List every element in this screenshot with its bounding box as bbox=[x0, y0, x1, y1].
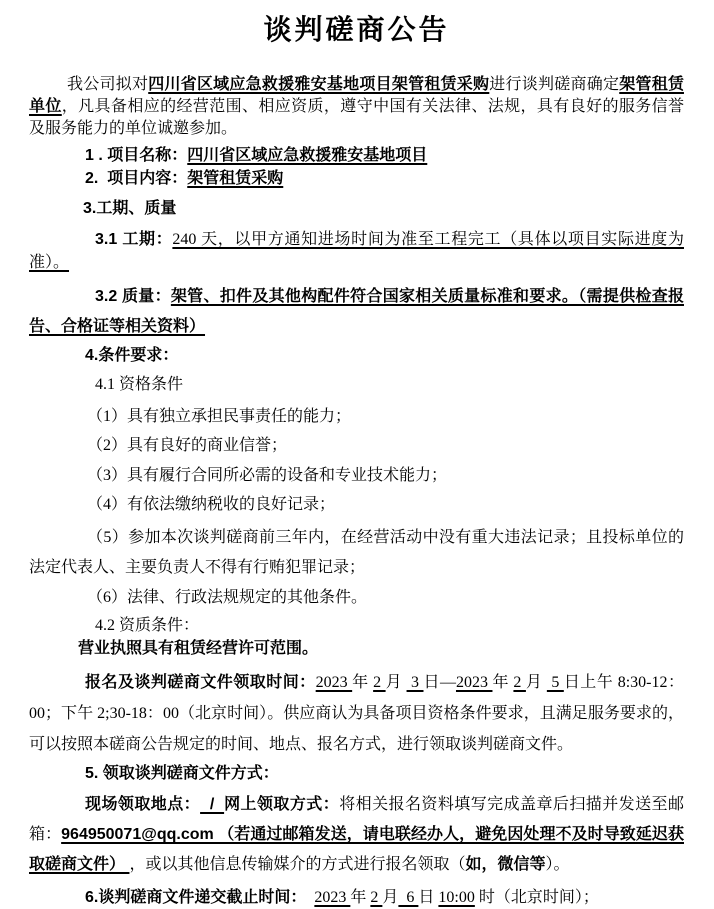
signup-start-year: 2023 bbox=[315, 674, 353, 691]
quality-line bbox=[29, 282, 684, 342]
section-4-heading bbox=[85, 344, 684, 367]
condition-item-2: （2）具有良好的商业信誉； bbox=[87, 437, 288, 454]
deadline-time: 10:00 bbox=[438, 889, 475, 906]
quality-label: 3.2 质量： bbox=[95, 288, 171, 305]
text-segment: 进行谈判磋商确定 bbox=[489, 76, 620, 93]
project-content-value: 架管租赁采购 bbox=[187, 170, 284, 187]
text-segment: 月 bbox=[525, 674, 547, 691]
wechat-note: 如，微信等 bbox=[465, 856, 546, 873]
deadline-line bbox=[85, 886, 684, 909]
signup-time-detail: 日上午 8:30-12：00；下午 2;30-18：00（北京时间）。供应商认为具备项目资格条件要求，且满足服务要求的，可以按照本磋商公告规定的时间、地点、报名方式，进行领取谈判磋商文件。 bbox=[29, 674, 684, 753]
text-segment: ）。 bbox=[545, 856, 570, 873]
pickup-method-paragraph bbox=[29, 790, 684, 880]
text-segment: ，或以其他信息传输媒介的方式进行报名领取（ bbox=[129, 856, 466, 873]
condition-item-1: （1）具有独立承担民事责任的能力； bbox=[87, 408, 352, 425]
email-address: 964950071@qq.com （若通过邮箱发送，请电联经办人，避免因处理不及时导致延迟获取磋商文件） bbox=[29, 826, 684, 873]
section-4-heading-text: 4.条件要求： bbox=[85, 347, 179, 364]
deadline-month: 2 bbox=[370, 889, 383, 906]
section-3-heading bbox=[83, 197, 684, 220]
text-segment bbox=[306, 889, 314, 906]
section-3-heading-text: 3.工期、质量 bbox=[83, 200, 177, 217]
project-name-value: 四川省区域应急救援雅安基地项目 bbox=[187, 147, 428, 164]
text-segment: ，凡具备相应的经营范围、相应资质，遵守中国有关法律、法规，具有良好的服务信誉及服务能力的单位诚邀参加。 bbox=[29, 98, 684, 137]
signup-start-day: 3 bbox=[406, 674, 424, 691]
credential-value-text: 营业执照具有租赁经营许可范围。 bbox=[78, 640, 319, 657]
text-segment: 年 bbox=[492, 674, 514, 691]
duration-line bbox=[29, 228, 684, 274]
qualification-heading: 4.1 资格条件 bbox=[95, 376, 184, 393]
duration-label: 3.1 工期： bbox=[95, 231, 173, 248]
deadline-year: 2023 bbox=[314, 889, 351, 906]
credential-value bbox=[78, 637, 684, 660]
signup-end-month: 2 bbox=[513, 674, 526, 691]
project-purchase-name: 四川省区域应急救援雅安基地项目架管租赁采购 bbox=[148, 76, 490, 93]
onsite-pickup-label: 现场领取地点： bbox=[85, 796, 201, 813]
condition-item-6: （6）法律、行政法规规定的其他条件。 bbox=[87, 589, 368, 606]
condition-item-3: （3）具有履行合同所必需的设备和专业技术能力； bbox=[87, 467, 448, 484]
text-segment: 时（北京时间）； bbox=[474, 889, 599, 906]
text-segment: 月 bbox=[385, 674, 407, 691]
text-segment: 将相关报名资料填写完成盖章后扫描并发送至邮箱： bbox=[29, 796, 684, 843]
section-5-heading-text: 5. 领取谈判磋商文件方式： bbox=[85, 765, 279, 782]
deadline-label: 6.谈判磋商文件递交截止时间： bbox=[85, 889, 307, 906]
page-title: 谈判磋商公告 bbox=[263, 15, 450, 46]
section-5-heading bbox=[85, 762, 684, 785]
signup-time-label: 报名及谈判磋商文件领取时间： bbox=[85, 674, 316, 691]
text-segment: 年 bbox=[350, 889, 371, 906]
signup-time-paragraph bbox=[29, 667, 684, 760]
deadline-day: 6 bbox=[398, 889, 419, 906]
text-segment: 我公司拟对 bbox=[67, 76, 149, 93]
condition-item-5: （5）参加本次谈判磋商前三年内，在经营活动中没有重大违法记录；且投标单位的法定代表人、主要负责人不得有行贿犯罪记录； bbox=[29, 529, 684, 576]
text-segment: 日 bbox=[418, 889, 439, 906]
intro-paragraph bbox=[29, 74, 684, 140]
quality-value: 架管、扣件及其他构配件符合国家相关质量标准和要求。（需提供检查报告、合格证等相关资料） bbox=[29, 288, 684, 335]
text-segment: 月 bbox=[382, 889, 399, 906]
lease-unit-term: 架管租赁单位 bbox=[29, 76, 684, 115]
signup-start-month: 2 bbox=[373, 674, 386, 691]
credential-heading: 4.2 资质条件： bbox=[95, 617, 200, 634]
duration-value: 240 天，以甲方通知进场时间为准至工程完工（具体以项目实际进度为准）。 bbox=[29, 231, 684, 271]
signup-end-day: 5 bbox=[546, 674, 564, 691]
text-segment: 年 bbox=[352, 674, 374, 691]
project-name-item bbox=[85, 144, 684, 167]
project-content-label: 2. 项目内容： bbox=[85, 170, 188, 187]
online-pickup-label: 网上领取方式： bbox=[224, 796, 340, 813]
project-content-item bbox=[85, 167, 684, 190]
project-name-label: 1 . 项目名称： bbox=[85, 147, 188, 164]
onsite-pickup-value: / bbox=[200, 796, 225, 813]
condition-item-4: （4）有依法缴纳税收的良好记录； bbox=[87, 496, 336, 513]
text-segment: 日— bbox=[423, 674, 456, 691]
signup-end-year: 2023 bbox=[455, 674, 493, 691]
